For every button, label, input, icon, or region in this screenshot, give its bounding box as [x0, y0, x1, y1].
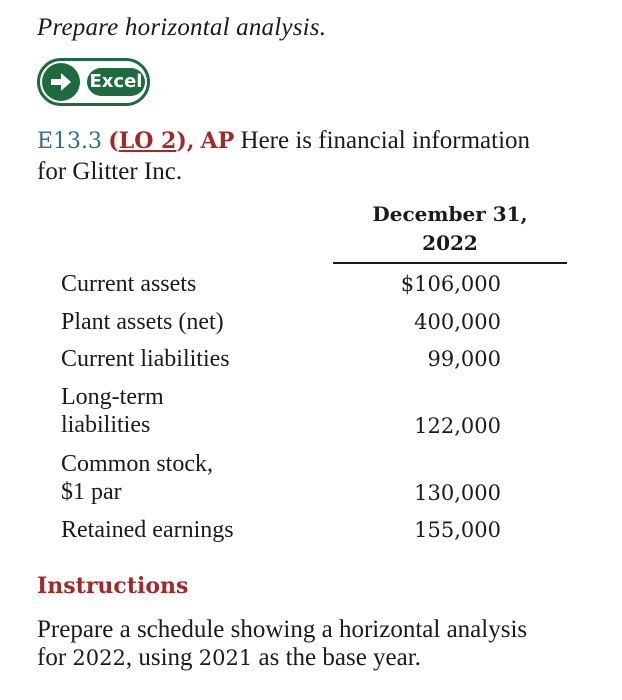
row-label-current-liabilities: Current liabilities — [61, 346, 230, 372]
column-header — [333, 200, 567, 258]
exercise-text-line2: for Glitter Inc. — [37, 158, 183, 185]
row-value-current-liabilities: 99,000 — [427, 347, 501, 371]
row-value-long-term-liabilities: 122,000 — [414, 414, 501, 438]
column-header-date: December 31, — [372, 202, 528, 226]
row-value-retained-earnings: 155,000 — [414, 518, 501, 542]
arrow-right-icon — [42, 63, 80, 101]
exercise-number: E13.3 — [37, 129, 103, 154]
exercise-text-line1: Here is financial information — [234, 127, 531, 154]
instructions-text: Prepare a schedule showing a horizontal analysis for 2022, using 2021 as the base year. — [37, 616, 528, 671]
prompt-text: Prepare horizontal analysis. — [37, 14, 327, 41]
learning-objective-link[interactable]: LO 2 — [118, 128, 177, 154]
row-label-retained-earnings: Retained earnings — [61, 517, 234, 543]
row-label-long-term-liabilities: Long-term liabilities — [61, 384, 164, 438]
excel-label: Excel — [87, 68, 145, 96]
row-value-current-assets: $106,000 — [400, 272, 501, 296]
learning-objective: (LO 2), — [108, 128, 195, 154]
instructions-heading: Instructions — [37, 573, 189, 599]
excel-button[interactable] — [37, 58, 150, 106]
column-header-year: 2022 — [422, 231, 478, 255]
row-label-plant-assets: Plant assets (net) — [61, 309, 224, 335]
row-label-common-stock: Common stock, $1 par — [61, 451, 214, 505]
row-value-plant-assets: 400,000 — [414, 310, 501, 334]
exercise-tag: AP — [200, 128, 235, 154]
column-header-rule — [333, 262, 567, 264]
row-value-common-stock: 130,000 — [414, 481, 501, 505]
exercise-description — [37, 126, 597, 187]
row-label-current-assets: Current assets — [61, 271, 197, 297]
